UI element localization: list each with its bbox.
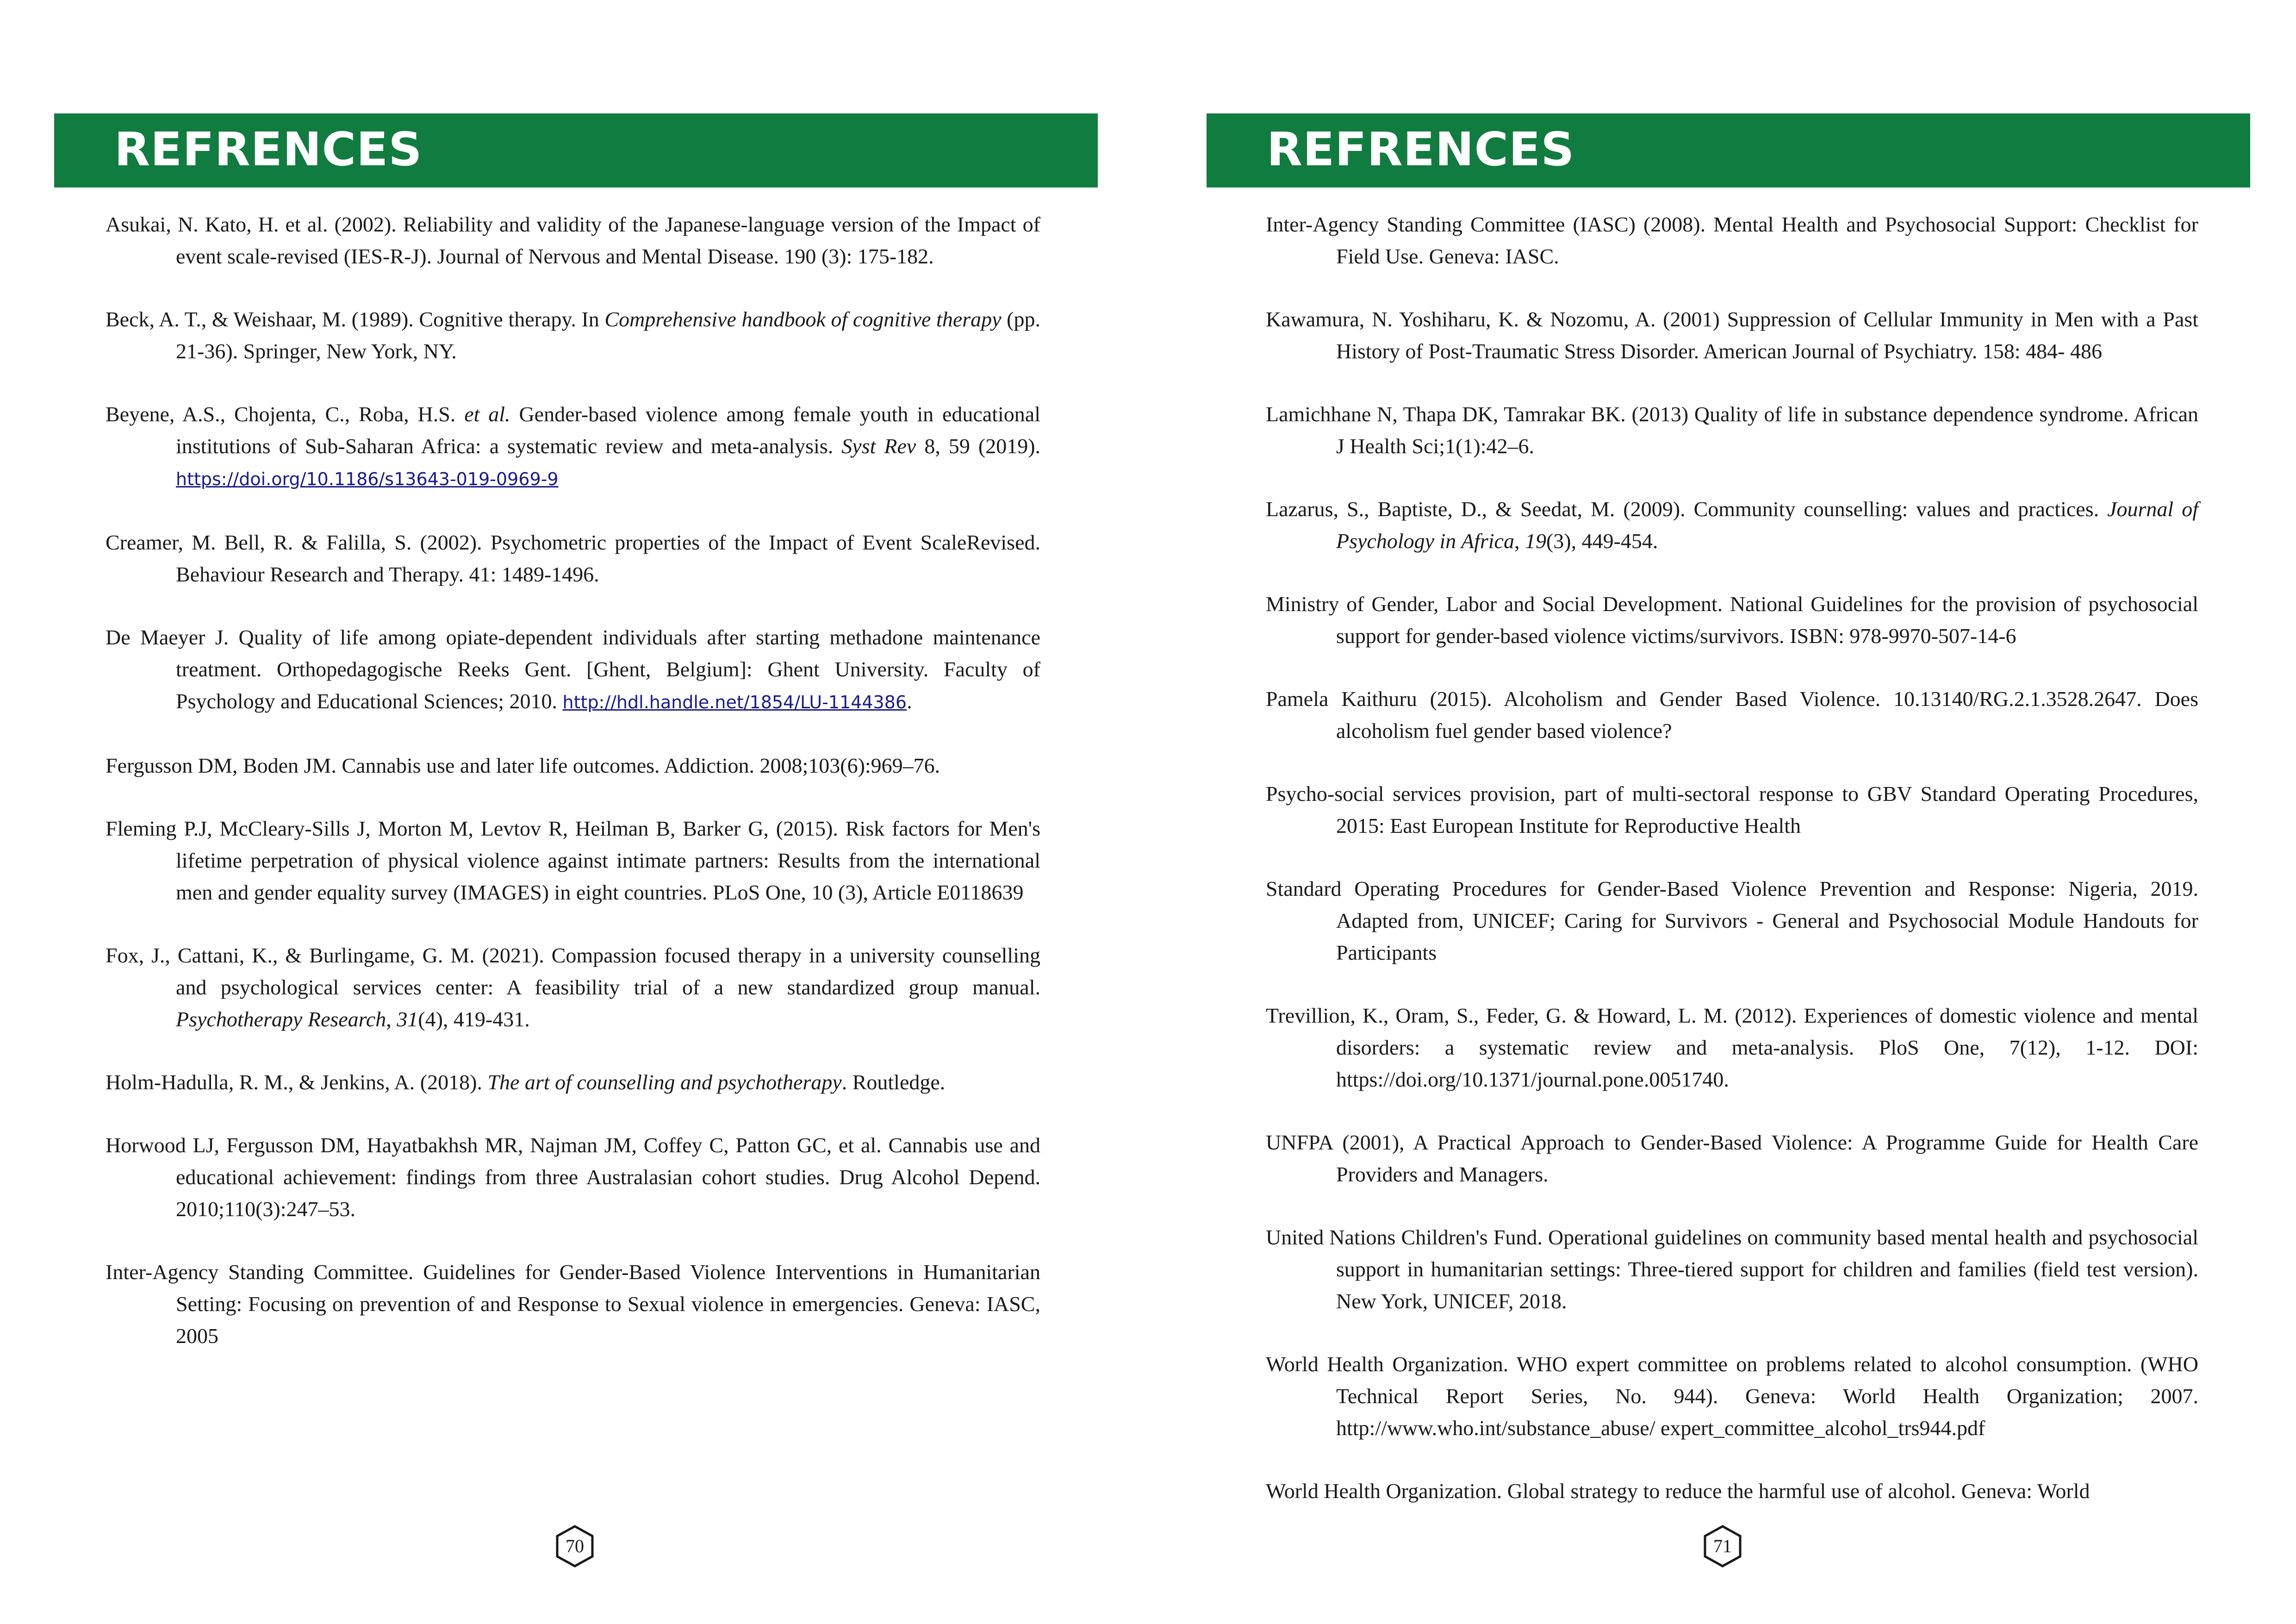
reference-entry: Beck, A. T., & Weishaar, M. (1989). Cognitive therapy. In Comprehensive handbook of cognitive therapy (pp. 21-36). Springer, New York, NY. bbox=[106, 307, 1040, 363]
page-number-badge bbox=[1703, 1524, 1742, 1568]
reference-entry: Psycho-social services provision, part of multi-sectoral response to GBV Standard Operating Procedures, 2015: East European Institute for Reproductive Health bbox=[1266, 782, 2198, 837]
reference-entry: De Maeyer J. Quality of life among opiate-dependent individuals after starting methadone maintenance treatment. Orthopedagogische Reeks Gent. [Ghent, Belgium]: Ghent University. Faculty of Psychology and Educational Sciences; 2010. http://hdl.handle.net/1854/LU-1144386. bbox=[106, 625, 1040, 713]
reference-entry: Fox, J., Cattani, K., & Burlingame, G. M. (2021). Compassion focused therapy in a university counselling and psychological services center: A feasibility trial of a new standardized group manual. Psychotherapy Research, 31(4), 419-431. bbox=[106, 943, 1040, 1031]
reference-entry: Ministry of Gender, Labor and Social Development. National Guidelines for the provision of psychosocial support for gender-based violence victims/survivors. ISBN: 978-9970-507-14-6 bbox=[1266, 592, 2198, 648]
reference-entry: Beyene, A.S., Chojenta, C., Roba, H.S. et al. Gender-based violence among female youth in educational institutions of Sub-Saharan Africa: a systematic review and meta-analysis. Syst Rev 8, 59 (2019). https://doi.org/10.1186/s13643-019-0969-9 bbox=[106, 402, 1041, 489]
reference-list bbox=[106, 208, 1040, 1383]
heading-banner bbox=[1207, 113, 2250, 187]
reference-entry: Fleming P.J, McCleary-Sills J, Morton M, Levtov R, Heilman B, Barker G, (2015). Risk factors for Men's lifetime perpetration of physical violence against intimate partners: Results from the international men and gender equality survey (IMAGES) in eight countries. PLoS One, 10 (3), Article E0118639 bbox=[106, 817, 1040, 904]
reference-entry: Asukai, N. Kato, H. et al. (2002). Reliability and validity of the Japanese-language version of the Impact of event scale-revised (IES-R-J). Journal of Nervous and Mental Disease. 190 (3): 175-182. bbox=[106, 212, 1040, 268]
page-heading: REFRENCES bbox=[1267, 122, 1575, 176]
reference-entry: Trevillion, K., Oram, S., Feder, G. & Howard, L. M. (2012). Experiences of domestic violence and mental disorders: a systematic review and meta-analysis. PloS One, 7(12), 1-12. DOI: https://doi.org/10.1371/journal.pone.0051740. bbox=[1266, 1004, 2198, 1091]
reference-entry: Holm-Hadulla, R. M., & Jenkins, A. (2018). The art of counselling and psychotherapy. Routledge. bbox=[106, 1070, 946, 1094]
page-number-badge bbox=[555, 1524, 594, 1568]
page-heading: REFRENCES bbox=[114, 122, 423, 176]
doi-link[interactable]: https://doi.org/10.1186/s13643-019-0969-9 bbox=[176, 469, 559, 489]
reference-entry: Horwood LJ, Fergusson DM, Hayatbakhsh MR, Najman JM, Coffey C, Patton GC, et al. Cannabis use and educational achievement: findings from three Australasian cohort studies. Drug Alcohol Depend. 2010;110(3):247–53. bbox=[106, 1133, 1040, 1221]
page-number: 71 bbox=[1713, 1536, 1732, 1556]
reference-entry: Fergusson DM, Boden JM. Cannabis use and later life outcomes. Addiction. 2008;103(6):969–76. bbox=[106, 754, 940, 777]
reference-entry: Inter-Agency Standing Committee (IASC) (2008). Mental Health and Psychosocial Support: Checklist for Field Use. Geneva: IASC. bbox=[1266, 212, 2198, 268]
reference-entry: Inter-Agency Standing Committee. Guidelines for Gender-Based Violence Interventions in Humanitarian Setting: Focusing on prevention of and Response to Sexual violence in emergencies. Geneva: IASC, 2005 bbox=[106, 1260, 1040, 1348]
reference-entry: Lazarus, S., Baptiste, D., & Seedat, M. (2009). Community counselling: values and practices. Journal of Psychology in Africa, 19(3), 449-454. bbox=[1266, 497, 2198, 553]
reference-entry: World Health Organization. WHO expert committee on problems related to alcohol consumption. (WHO Technical Report Series, No. 944). Geneva: World Health Organization; 2007. http://www.who.int/substance_abuse/ expert_committee_alcohol_trs944.pdf bbox=[1266, 1352, 2198, 1440]
reference-entry: Pamela Kaithuru (2015). Alcoholism and Gender Based Violence. 10.13140/RG.2.1.3528.2647. Does alcoholism fuel gender based violence? bbox=[1266, 687, 2198, 743]
reference-entry: UNFPA (2001), A Practical Approach to Gender-Based Violence: A Programme Guide for Health Care Providers and Managers. bbox=[1266, 1131, 2198, 1186]
handle-link[interactable]: http://hdl.handle.net/1854/LU-1144386 bbox=[562, 692, 907, 712]
reference-entry: United Nations Children's Fund. Operational guidelines on community based mental health and psychosocial support in humanitarian settings: Three-tiered support for children and families (field test version). New York, UNICEF, 2018. bbox=[1266, 1225, 2198, 1313]
reference-entry: Kawamura, N. Yoshiharu, K. & Nozomu, A. (2001) Suppression of Cellular Immunity in Men with a Past History of Post-Traumatic Stress Disorder. American Journal of Psychiatry. 158: 484- 486 bbox=[1266, 307, 2198, 363]
reference-entry: Standard Operating Procedures for Gender-Based Violence Prevention and Response: Nigeria, 2019. Adapted from, UNICEF; Caring for Survivors - General and Psychosocial Module Handouts for Participants bbox=[1266, 877, 2198, 964]
reference-list bbox=[1266, 208, 2198, 1538]
reference-entry: Lamichhane N, Thapa DK, Tamrakar BK. (2013) Quality of life in substance dependence syndrome. African J Health Sci;1(1):42–6. bbox=[1266, 402, 2198, 458]
heading-banner bbox=[54, 113, 1098, 187]
reference-entry: World Health Organization. Global strategy to reduce the harmful use of alcohol. Geneva: World bbox=[1266, 1479, 2090, 1503]
reference-entry: Creamer, M. Bell, R. & Falilla, S. (2002). Psychometric properties of the Impact of Event ScaleRevised. Behaviour Research and Therapy. 41: 1489-1496. bbox=[106, 531, 1040, 586]
page-number: 70 bbox=[566, 1536, 584, 1556]
right-page bbox=[1148, 0, 2296, 1624]
